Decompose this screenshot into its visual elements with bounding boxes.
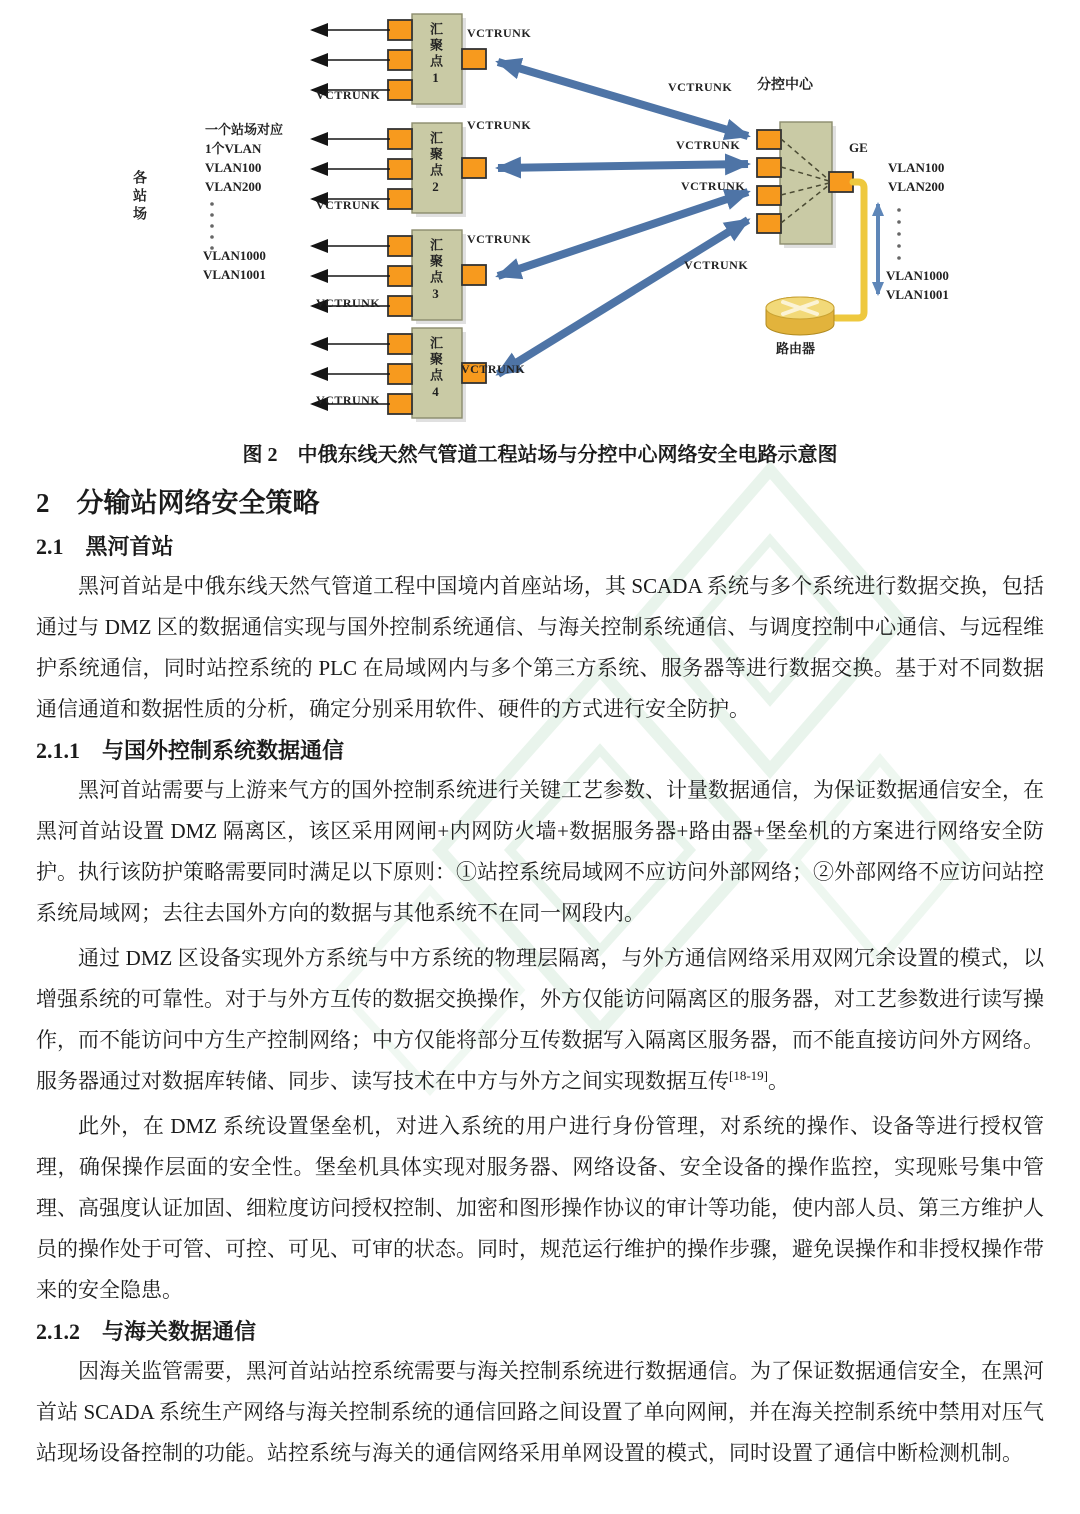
network-diagram: [0, 0, 1080, 436]
aggregation-node-4-label: 汇聚点4: [428, 336, 443, 402]
ge-port-label: GE: [849, 140, 868, 155]
vctrunk-label: VCTRUNK: [684, 258, 749, 272]
section-2-1-1-heading: 2.1.1 与国外控制系统数据通信: [36, 738, 345, 763]
paragraph-dmz-principles: 黑河首站需要与上游来气方的国外控制系统进行关键工艺参数、计量数据通信，为保证数据通信安全，在黑河首站设置 DMZ 隔离区，该区采用网闸+内网防火墙+数据服务器+路由器+堡垒机的方案进行网络安全防护。执行该防护策略需要同时满足以下原则：①站控系统局域网不应访问外部网络；②外部网络不应访问站控系统局域网；去往去国外方向的数据与其他系统不在同一网段内。: [36, 778, 1044, 925]
control-center-label: 分控中心: [757, 78, 813, 93]
paragraph-heihe-overview: 黑河首站是中俄东线天然气管道工程中国境内首座站场，其 SCADA 系统与多个系统进行数据交换，包括通过与 DMZ 区的数据通信实现与国外控制系统通信、与海关控制系统通信、与调度控制中心通信、与远程维护系统通信，同时站控系统的 PLC 在局域网内与多个第三方系统、服务器等进行数据交换。基于对不同数据通信通道和数据性质的分析，确定分别采用软件、硬件的方式进行安全防护。: [36, 574, 1044, 721]
paragraph-customs: 因海关监管需要，黑河首站站控系统需要与海关控制系统进行数据通信。为了保证数据通信安全，在黑河首站 SCADA 系统生产网络与海关控制系统的通信回路之间设置了单向网闸，并在海关控制系统中禁用对压气站现场设备控制的功能。站控系统与海关的通信网络采用单网设置的模式，同时设置了通信中断检测机制。: [36, 1359, 1044, 1465]
vctrunk-label: VCTRUNK: [668, 80, 733, 94]
paragraph-bastion-host: 此外，在 DMZ 系统设置堡垒机，对进入系统的用户进行身份管理，对系统的操作、设备等进行授权管理，确保操作层面的安全性。堡垒机具体实现对服务器、网络设备、安全设备的操作监控，实现账号集中管理、高强度认证加固、细粒度访问授权控制、加密和图形操作协议的审计等功能，使内部人员、第三方维护人员的操作处于可管、可控、可见、可审的状态。同时，规范运行维护的操作步骤，避免误操作和非授权操作带来的安全隐患。: [36, 1114, 1044, 1302]
aggregation-node-1-label: 汇聚点1: [428, 22, 443, 88]
ge-uplink-cable: [836, 182, 864, 318]
section-2-heading: 2 分输站网络安全策略: [36, 488, 320, 518]
network-diagram-shapes: [0, 0, 1080, 436]
vlan-note: [205, 120, 283, 196]
aggregation-node-2-label: 汇聚点2: [428, 131, 443, 197]
vctrunk-label: VCTRUNK: [316, 88, 381, 102]
aggregation-node-3-label: 汇聚点3: [428, 238, 443, 304]
control-center-switch: [757, 122, 853, 248]
vctrunk-label: VCTRUNK: [681, 179, 746, 193]
router-icon: [766, 297, 834, 335]
paragraph-text: 通过 DMZ 区设备实现外方系统与中方系统的物理层隔离，与外方通信网络采用双网冗余设置的模式，以增强系统的可靠性。对于与外方互传的数据交换操作，外方仅能访问隔离区的服务器，对工艺参数进行读写操作，而不能访问中方生产控制网络；中方仅能将部分互传数据写入隔离区服务器，而不能直接访问外方网络。服务器通过对数据库转储、同步、读写技术在中方与外方之间实现数据互传: [36, 946, 1044, 1093]
vlan-note-line: VLAN1001: [203, 267, 266, 282]
ellipsis-dots-right: [897, 208, 901, 260]
citation-ref: [18-19]: [729, 1068, 768, 1083]
vlan-note-line: 一个站场对应: [205, 122, 284, 137]
vctrunk-label: VCTRUNK: [467, 118, 532, 132]
document-body: [0, 486, 1080, 1474]
figure-caption: 图 2 中俄东线天然气管道工程站场与分控中心网络安全电路示意图: [242, 444, 838, 466]
section-2-1-2-heading: 2.1.2 与海关数据通信: [36, 1319, 257, 1344]
hub-vlan-bottom: [886, 266, 949, 304]
section-2-1-heading: 2.1 黑河首站: [36, 534, 174, 559]
vlan-note-line: 1个VLAN: [205, 141, 262, 156]
hub-vlan-top: [888, 158, 944, 196]
vlan-label: VLAN100: [888, 160, 945, 175]
vctrunk-label: VCTRUNK: [676, 138, 741, 152]
vlan-label: VLAN1000: [886, 268, 949, 283]
vlan-label: VLAN200: [888, 179, 945, 194]
paragraph-text: 。: [768, 1069, 789, 1093]
router-label: 路由器: [776, 341, 816, 356]
vlan-note-line: VLAN1000: [203, 248, 266, 263]
vctrunk-label: VCTRUNK: [467, 232, 532, 246]
trunk-link-arrows: [498, 62, 748, 374]
ellipsis-dots-left: [210, 202, 214, 250]
vlan-note-bottom: [203, 246, 266, 284]
stations-axis-label: 各站场: [131, 170, 146, 224]
vctrunk-label: VCTRUNK: [316, 393, 381, 407]
vctrunk-label: VCTRUNK: [316, 296, 381, 310]
vctrunk-label: VCTRUNK: [316, 198, 381, 212]
paragraph-dmz-isolation: [36, 938, 1044, 1102]
vlan-note-line: VLAN100: [205, 160, 262, 175]
vctrunk-label: VCTRUNK: [467, 26, 532, 40]
vctrunk-label: VCTRUNK: [461, 362, 526, 376]
vlan-note-line: VLAN200: [205, 179, 262, 194]
vlan-label: VLAN1001: [886, 287, 949, 302]
